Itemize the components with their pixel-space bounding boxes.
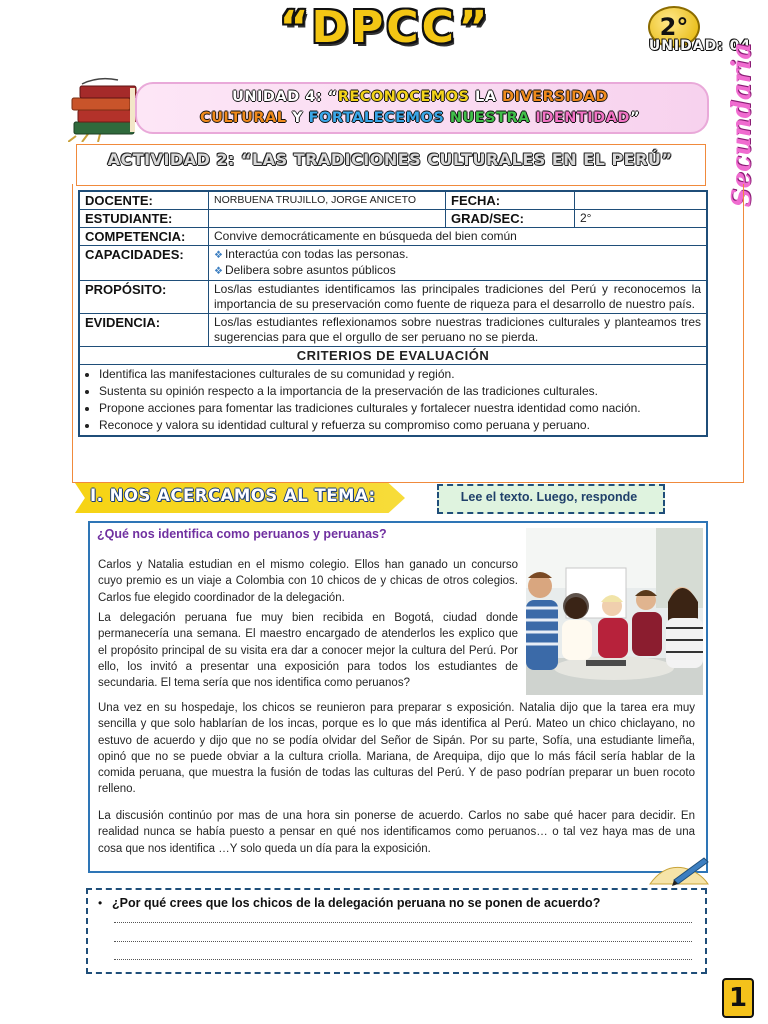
diamond-bullet-icon: ❖ (214, 250, 223, 261)
unit-badge: UNIDAD: 04 (648, 38, 752, 54)
row-proposito (79, 281, 707, 314)
level-vertical-label (722, 42, 762, 208)
fecha-value[interactable] (575, 191, 708, 210)
criterios-cell (79, 365, 707, 437)
books-icon (68, 76, 144, 142)
main-title: “DPCC” (279, 2, 491, 53)
estudiante-label: ESTUDIANTE: (79, 210, 209, 228)
section-title: I. NOS ACERCAMOS AL TEMA: (90, 486, 376, 505)
pen-paper-icon (644, 854, 714, 888)
info-table (78, 190, 708, 437)
activity-title: ACTIVIDAD 2: “LAS TRADICIONES CULTURALES EN EL PERÚ” (107, 150, 673, 169)
criterio-item: • Reconoce y valora su identidad cultural y refuerza su compromiso como peruana y peruano. (99, 417, 701, 434)
capacidades-label: CAPACIDADES: (79, 246, 209, 281)
level-text: Secundaria (727, 42, 757, 208)
criterios-list (85, 366, 701, 434)
row-capacidades (79, 246, 707, 281)
row-competencia (79, 228, 707, 246)
criterios-title: CRITERIOS DE EVALUACIÓN (79, 347, 707, 365)
evidencia-label: EVIDENCIA: (79, 314, 209, 347)
answer-line[interactable] (114, 940, 692, 942)
answer-line[interactable] (114, 958, 692, 960)
docente-value: NORBUENA TRUJILLO, JORGE ANICETO (209, 191, 446, 210)
criterio-item: • Identifica las manifestaciones culturales de su comunidad y región. (99, 366, 701, 383)
fecha-label: FECHA: (446, 191, 575, 210)
proposito-value: Los/las estudiantes identificamos las principales tradiciones del Perú y reconocemos la importancia de su preservación como fuente de riqueza para el desarrollo de nuestro país. (209, 281, 708, 314)
reading-paragraph-3: Una vez en su hospedaje, los chicos se reunieron para preparar s exposición. Natalia dijo que la tarea era muy sencilla y que solo hablarían de los incas, porque es lo que más identifica al Perú. Mateo un chico chiclayano, no estuvo de acuerdo y dijo que no se podía olvidar del Señor de Sipán. Por su parte, Sofía, una estudiante limeña, opinó que no se puede obviar a la cultura criolla. Mariana, de Arequipa, dijo que lo más fácil sería hablar de la comida peruana, que muestra la fusión de todas las culturas del Perú. Y de paso podrían preparar un buen rocoto relleno. (98, 702, 695, 796)
unit-title-line-1: UNIDAD 4: “RECONOCEMOS LA DIVERSIDAD (232, 89, 608, 105)
reading-paragraph-1: Carlos y Natalia estudian en el mismo colegio. Ellos han ganado un concurso cuyo premio es un viaje a Colombia con 10 chicos de y chicas de otros colegios. Carlos fue elegido coordinador de la delegación. (98, 559, 518, 604)
diamond-bullet-icon: ❖ (214, 266, 223, 277)
competencia-label: COMPETENCIA: (79, 228, 209, 246)
row-evidencia (79, 314, 707, 347)
question-bullet: • (98, 896, 103, 910)
proposito-label: PROPÓSITO: (79, 281, 209, 314)
docente-label: DOCENTE: (79, 191, 209, 210)
capacidad-item: ❖ Delibera sobre asuntos públicos (214, 263, 396, 277)
capacidades-list (209, 246, 708, 281)
page-number: 1 (722, 978, 754, 1018)
competencia-value: Convive democráticamente en búsqueda del bien común (209, 228, 708, 246)
answer-line[interactable] (114, 921, 692, 923)
grade-badge: 2° (648, 6, 700, 48)
row-criterios (79, 365, 707, 437)
reading-paragraph-4: La discusión continúo por mas de una hora sin ponerse de acuerdo. Carlos no sabe qué hacer para decidir. En realidad nunca se había puesto a pensar en qué nos identificamos como peruanos… o tal vez haya mas de una cosa que nos identifica …Y solo queda un día para la exposición. (98, 810, 695, 855)
criterio-item: • Propone acciones para fomentar las tradiciones culturales y fortalecer nuestra identidad como nación. (99, 400, 701, 417)
capacidad-item: ❖ Interactúa con todas las personas. (214, 247, 409, 261)
row-estudiante (79, 210, 707, 228)
gradsec-label: GRAD/SEC: (446, 210, 575, 228)
evidencia-value: Los/las estudiantes reflexionamos sobre nuestras tradiciones culturales y planteamos tres sugerencias para que el orgullo de ser peruano no se pierda. (209, 314, 708, 347)
reading-paragraph-2: La delegación peruana fue muy bien recibida en Bogotá, ciudad donde permanecería una semana. El maestro encargado de atenderlos les explico que el propósito principal de su visita era dar a conocer mejor la cultura del Perú. Por ello, los invitó a presentar una exposición para todos los estudiantes de secundaria. El tema sería que nos identifica como peruanos? (98, 612, 518, 690)
question-text: ¿Por qué crees que los chicos de la delegación peruana no se ponen de acuerdo? (112, 896, 601, 910)
row-criterios-header (79, 347, 707, 365)
criterio-item: • Sustenta su opinión respecto a la importancia de la preservación de las tradiciones culturales. (99, 383, 701, 400)
row-docente (79, 191, 707, 210)
students-photo (526, 528, 703, 695)
reading-title: ¿Qué nos identifica como peruanos y peruanas? (97, 527, 387, 541)
estudiante-value[interactable] (209, 210, 446, 228)
unit-title-line-2: CULTURAL Y FORTALECEMOS NUESTRA IDENTIDAD” (199, 110, 641, 126)
gradsec-value: 2° (575, 210, 708, 228)
instruction-text: Lee el texto. Luego, responde (460, 490, 638, 504)
